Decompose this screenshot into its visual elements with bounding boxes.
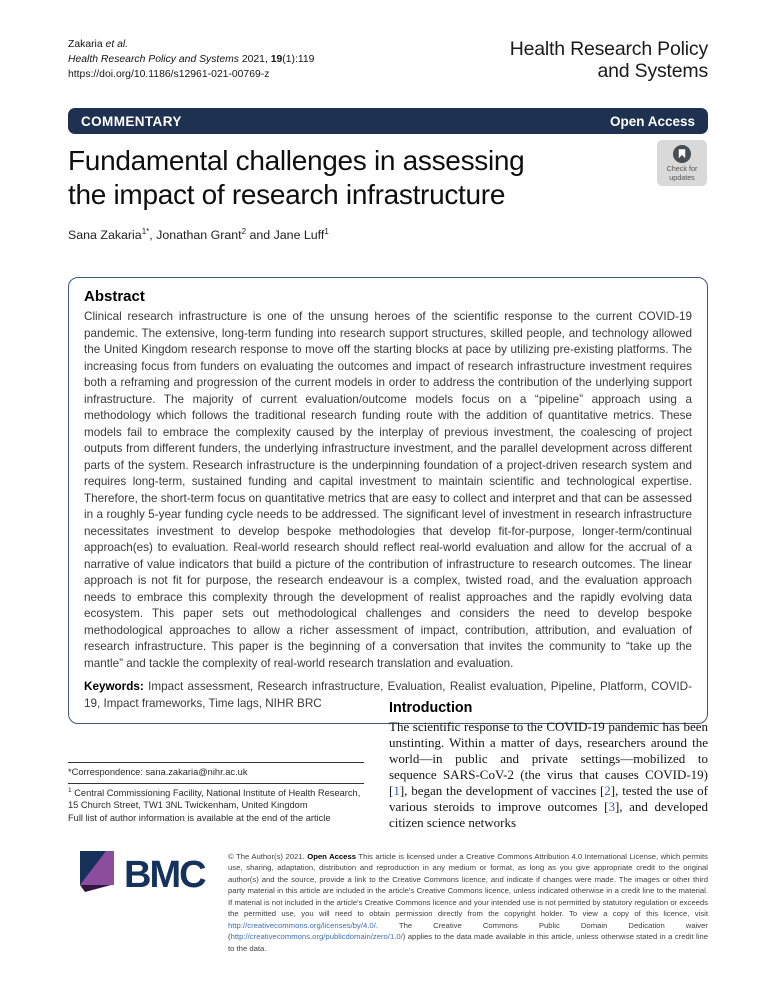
article-type-banner — [68, 108, 708, 134]
abstract-body: Clinical research infrastructure is one of the unsung heroes of the scientific response to the current COVID-19 pandemic. The extensive, long-term funding into research support structures, skilled people, and technology allowed the United Kingdom research response to move off the starting blocks at pace by utilizing pre-existing platforms. The increasing focus from funders on evaluating the outcomes and impact of research infrastructure investment requires both a reframing and progression of the current models in order to address the contribution of the underlying support infrastructure. The majority of current evaluation/outcome models focus on a “pipeline” approach using a methodology which follows the traditional research funding route with the addition of quantitative metrics. These models fail to embrace the complexity caused by the interplay of previous investment, the coalescing of project outputs from different funders, the underlying infrastructure investment, and the parallel development across different parts of the system. Research infrastructure is the underpinning foundation of a project-driven research system and requires long-term, sustained funding and capital investment to maintain scientific and technological expertise. Therefore, the short-term focus on quantitative metrics that are easy to collect and interpret and that can be assessed in a roughly 5-year funding cycle needs to be addressed. The significant level of investment in research infrastructure necessitates investment to develop bespoke methodologies that develop fit-for-purpose, longer-term/continual approach(es) to evaluation. Real-world research should reflect real-world evaluation and allow for the accrual of a narrative of value indicators that build a picture of the contribution of infrastructure to research outcomes. The linear approach is not fit for purpose, the research endeavour is a complex, twisted road, and the evaluation approach needs to embrace this complexity through the development of realist approaches and the rapidly evolving data ecosystem. This paper sets out methodological challenges and considers the need to develop bespoke methodological approaches to allow a richer assessment of impact, contribution, attribution, and evaluation of research infrastructure. This paper is the beginning of a conversation that invites the community to “take up the mantle” and tackle the complexity of real-world research translation and evaluation. — [84, 310, 692, 670]
doi-link[interactable]: https://doi.org/10.1186/s12961-021-00769-z — [68, 68, 270, 80]
article-title-line1: Fundamental challenges in assessing — [68, 145, 525, 176]
superscript: 1 — [324, 227, 329, 236]
journal-name — [510, 38, 708, 82]
abstract-heading: Abstract — [84, 288, 145, 305]
text-segment: , Jonathan Grant — [149, 228, 242, 243]
article-title — [68, 144, 648, 211]
text-segment: © The Author(s) 2021. — [228, 852, 308, 861]
citation-ref[interactable]: 3 — [608, 798, 615, 814]
text-segment: ], began the development of vaccines [ — [399, 782, 605, 798]
footnote-block — [68, 762, 364, 825]
superscript: 1* — [141, 227, 150, 236]
correspondence-email-link[interactable]: sana.zakaria@nihr.ac.uk — [145, 767, 248, 777]
introduction-paragraph — [389, 719, 708, 831]
superscript: 1 — [68, 786, 72, 794]
text-segment: ], tested the use of various steroids to improve outcomes [ — [389, 782, 708, 814]
bold-text: 19 — [270, 53, 283, 65]
abstract-section — [68, 277, 708, 724]
text-segment: 2021, — [238, 53, 271, 65]
bmc-logo-icon — [80, 851, 220, 901]
keywords-label: Keywords: — [84, 680, 144, 693]
text-segment: (1):119 — [282, 53, 315, 65]
text-segment: Zakaria — [68, 39, 106, 50]
bookmark-icon — [672, 144, 692, 164]
text-segment: ], and developed citizen science networks — [389, 798, 708, 830]
text-segment: Sana Zakaria — [68, 228, 142, 243]
citation-block — [68, 38, 314, 82]
license-text — [228, 851, 708, 954]
bold-text: Open Access — [307, 852, 357, 861]
text-segment: and Jane Luff — [246, 228, 325, 243]
citation-journal — [68, 53, 314, 68]
article-title-line2: the impact of research infrastructure — [68, 178, 506, 210]
affiliation-note — [68, 784, 364, 812]
bmc-logo-text: BMC — [124, 854, 205, 896]
article-type-label: COMMENTARY — [81, 113, 182, 129]
correspondence-label: *Correspondence: — [68, 767, 146, 777]
italic-text: Health Research Policy and Systems — [68, 53, 239, 65]
text-segment: . The Creative Commons Public Domain Dedication waiver ( — [228, 920, 708, 942]
authors-line — [68, 227, 628, 242]
superscript: 2 — [241, 227, 247, 236]
publisher-footer — [80, 851, 708, 954]
citation-ref[interactable]: 1 — [393, 782, 400, 798]
external-link[interactable]: http://creativecommons.org/licenses/by/4.0/ — [228, 920, 376, 930]
page-header — [68, 38, 708, 82]
text-segment: This article is licensed under a Creative Commons Attribution 4.0 International License, which permits use, sharing, adaptation, distribution and reproduction in any medium or format, as long as you give appropriate credit to the original author(s) and the source, provide a link to the Creative Commons licence, and indicate if changes were made. The images or other third party material in this article are included in the article's Creative Commons licence, unless indicated otherwise in a credit line to the material. If material is not included in the article's Creative Commons licence and your intended use is not permitted by statutory regulation or exceeds the permitted use, you will need to obtain permission directly from the copyright holder. To view a copy of this licence, visit — [228, 852, 708, 919]
citation-ref[interactable]: 2 — [604, 782, 611, 798]
italic-text: et al. — [105, 39, 129, 50]
check-for-updates-badge[interactable] — [657, 140, 707, 186]
introduction-section — [389, 700, 708, 831]
correspondence-note — [68, 763, 364, 783]
open-access-label: Open Access — [609, 113, 695, 129]
check-badge-label: Check for updates — [666, 164, 698, 182]
journal-name-line2: and Systems — [597, 60, 708, 83]
external-link[interactable]: http://creativecommons.org/publicdomain/zero/1.0/ — [230, 932, 403, 942]
text-segment: Central Commissioning Facility, National Institute of Health Research, 15 Church Street, TW1 3NL Twickenham, United Kingdom — [68, 787, 361, 811]
citation-authors — [68, 38, 314, 53]
journal-name-line1: Health Research Policy — [509, 38, 708, 60]
keywords-list: Impact assessment, Research infrastructure, Evaluation, Realist evaluation, Pipeline, Platform, COVID-19, Impact frameworks, Time lags, NIHR BRC — [84, 680, 692, 710]
introduction-heading: Introduction — [389, 700, 473, 716]
author-info-note: Full list of author information is available at the end of the article — [68, 813, 331, 824]
bmc-logo — [80, 851, 228, 954]
text-segment: ) applies to the data made available in this article, unless otherwise stated in a credit line to the data. — [228, 932, 708, 953]
text-segment: The scientific response to the COVID-19 pandemic has been unstinting. Within a matter of days, researchers around the world—in public and private settings—mobilized to sequence SARS-CoV-2 (the virus that causes COVID-19) [ — [389, 719, 708, 798]
